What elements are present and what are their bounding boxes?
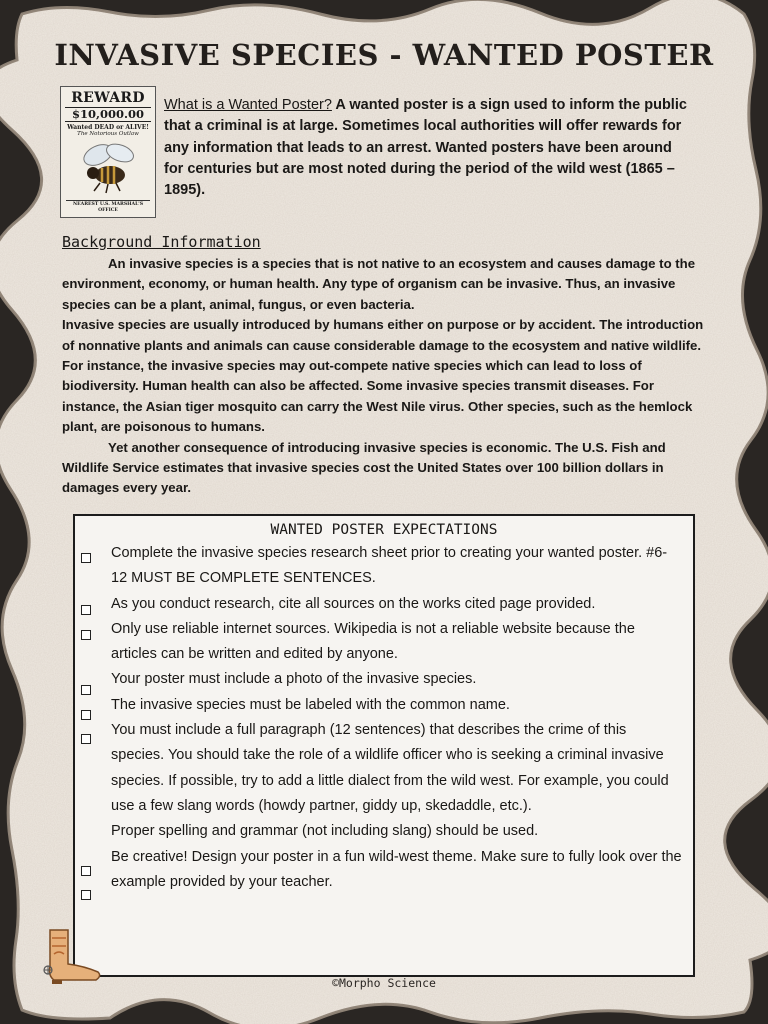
expectation-item: Be creative! Design your poster in a fun wild-west theme. Make sure to fully look over the example provided by your teacher.	[111, 848, 682, 890]
poster-wanted-text: Wanted DEAD or ALIVE!	[67, 124, 149, 131]
poster-reward-label: REWARD	[71, 90, 145, 106]
checkbox-icon[interactable]	[81, 710, 91, 720]
checkbox-icon[interactable]	[81, 866, 91, 876]
expectation-item: The invasive species must be labeled with the common name.	[111, 696, 510, 713]
background-paragraph-3: Yet another consequence of introducing invasive species is economic. The U.S. Fish and Wildlife Service estimates that invasive species cost the United States over 100 billion dollars in damages every year.	[62, 439, 666, 496]
expectation-item: Only use reliable internet sources. Wikipedia is not a reliable website because the articles can be written and edited by anyone.	[111, 620, 635, 663]
checkbox-icon[interactable]	[81, 630, 91, 640]
checkbox-icon[interactable]	[81, 890, 91, 900]
expectation-item: As you conduct research, cite all sources on the works cited page provided.	[111, 595, 596, 612]
bee-icon	[76, 139, 140, 195]
expectation-item: Your poster must include a photo of the invasive species.	[111, 671, 477, 688]
intro-text: A wanted poster is a sign used to inform the public that a criminal is at large. Sometimes local authorities will offer rewards for any information that leads to an arrest. Wanted posters have been around for centuries but are most noted during the period of the wild west (1865 – 1895).	[164, 97, 687, 199]
checkbox-icon[interactable]	[81, 734, 91, 744]
background-body	[62, 254, 708, 499]
expectations-box	[73, 514, 695, 977]
intro-paragraph	[164, 95, 692, 201]
expectations-list	[111, 541, 683, 895]
poster-reward-amount: $10,000.00	[65, 107, 151, 122]
wanted-poster-thumbnail	[60, 86, 156, 218]
checkbox-icon[interactable]	[81, 685, 91, 695]
expectations-title: WANTED POSTER EXPECTATIONS	[270, 522, 498, 538]
page-title: INVASIVE SPECIES - WANTED POSTER	[54, 38, 714, 72]
expectation-item: You must include a full paragraph (12 sentences) that describes the crime of this species. You should take the role of a wildlife officer who is seeking a criminal invasive species. If possible, try to add a little dialect from the wild west. For example, you could use a few slang words (howdy partner, giddy up, skedaddle, etc.).	[111, 722, 669, 814]
expectation-item: Proper spelling and grammar (not including slang) should be used.	[111, 823, 539, 840]
poster-outlaw-text: The Notorious Outlaw	[77, 131, 139, 137]
expectation-item: Complete the invasive species research sheet prior to creating your wanted poster. #6-12 MUST BE COMPLETE SENTENCES.	[111, 545, 668, 587]
copyright-credit: ©Morpho Science	[332, 976, 436, 990]
checkbox-icon[interactable]	[81, 605, 91, 615]
poster-footer-text: NEAREST U.S. MARSHAL'S OFFICE	[66, 200, 150, 214]
background-heading: Background Information	[62, 233, 261, 251]
background-paragraph-2: Invasive species are usually introduced by humans either on purpose or by accident. The introduction of nonnative plants and animals can cause considerable damage to the ecosystem and native wildlife. For instance, the invasive species may out-compete native species which can lead to loss of biodiversity. Human health can also be affected. Some invasive species transmit diseases. For instance, the Asian tiger mosquito can carry the West Nile virus. Other species, such as the hemlock plant, are poisonous to humans.	[62, 317, 704, 435]
checkbox-icon[interactable]	[81, 553, 91, 563]
background-paragraph-1: An invasive species is a species that is not native to an ecosystem and causes damage to the environment, economy, or human health. Any type of organism can be invasive. Thus, an invasive species can be a plant, animal, fungus, or even bacteria.	[62, 256, 696, 312]
intro-question: What is a Wanted Poster?	[164, 97, 332, 113]
